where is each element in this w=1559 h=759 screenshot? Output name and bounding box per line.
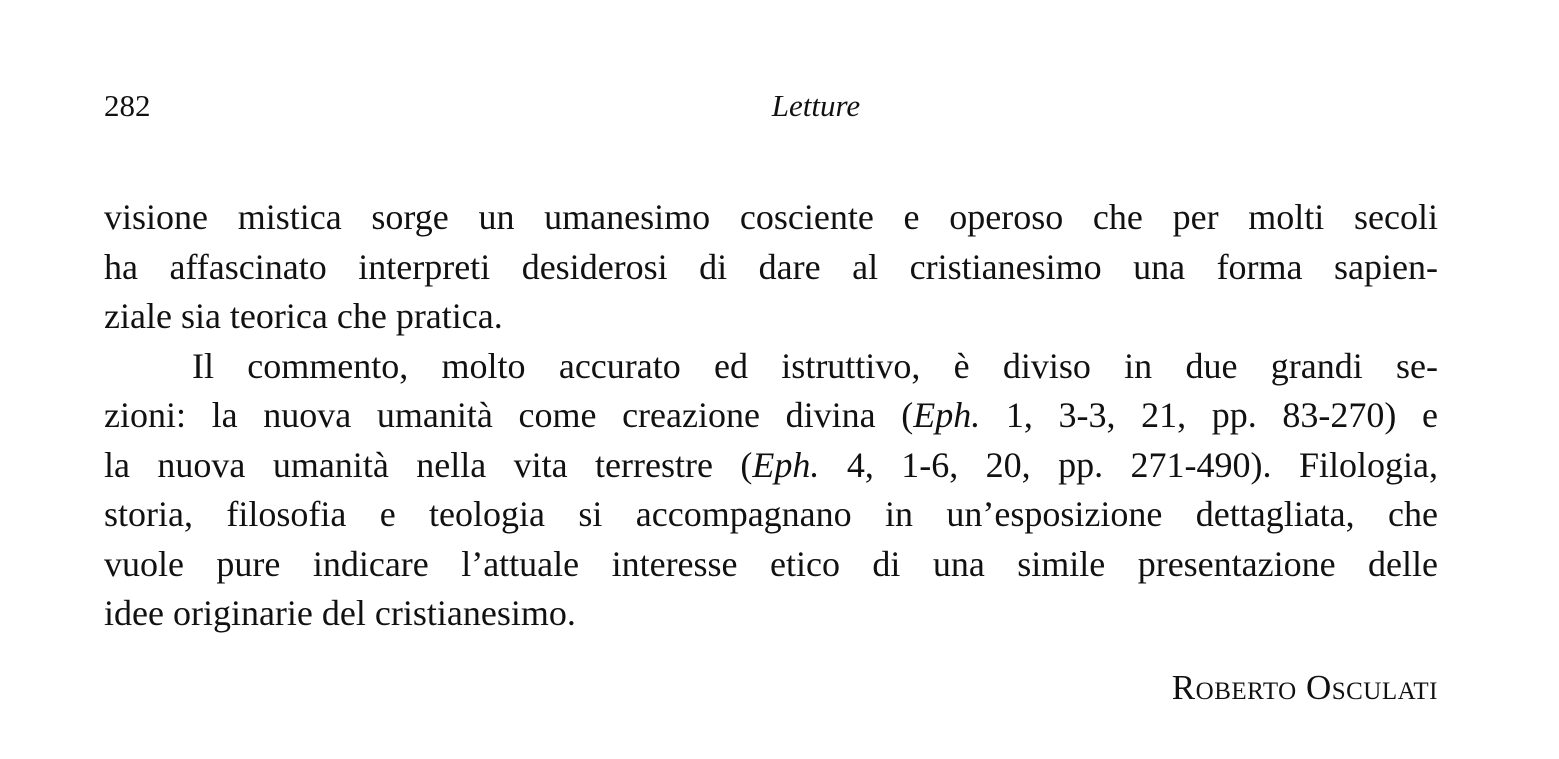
bible-reference: Eph. — [752, 444, 820, 485]
text-segment: 1, 3-3, 21, pp. 83-270) e — [980, 395, 1438, 435]
body-text — [104, 193, 1438, 639]
text-line — [104, 391, 1438, 441]
page-number: 282 — [104, 88, 151, 123]
text-line: visione mistica sorge un umanesimo cosciente e operoso che per molti secoli — [104, 197, 1438, 237]
text-line: Il commento, molto accurato ed istruttivo, è diviso in due grandi se- — [192, 345, 1438, 386]
text-line: ha affascinato interpreti desiderosi di dare al cristianesimo una forma sapien- — [104, 246, 1438, 287]
text-line: vuole pure indicare l’attuale interesse etico di una simile presentazione delle — [104, 543, 1438, 584]
text-segment: la nuova umanità nella vita terrestre ( — [104, 444, 753, 485]
text-segment: zioni: la nuova umanità come creazione divina ( — [104, 395, 914, 435]
text-segment: 4, 1-6, 20, pp. 271-490). Filologia, — [819, 444, 1438, 485]
bible-reference: Eph. — [913, 395, 981, 435]
page-header — [104, 84, 1438, 128]
running-head: Letture — [771, 88, 861, 123]
paragraph — [104, 193, 1438, 342]
text-line — [104, 441, 1438, 491]
author-signature: Roberto Osculati — [1171, 668, 1438, 707]
paragraph — [104, 342, 1438, 639]
text-line: storia, filosofia e teologia si accompagnano in un’esposizione dettagliata, che — [104, 494, 1438, 534]
text-line: idee originarie del cristianesimo. — [104, 593, 576, 633]
text-line: ziale sia teorica che pratica. — [104, 296, 503, 336]
